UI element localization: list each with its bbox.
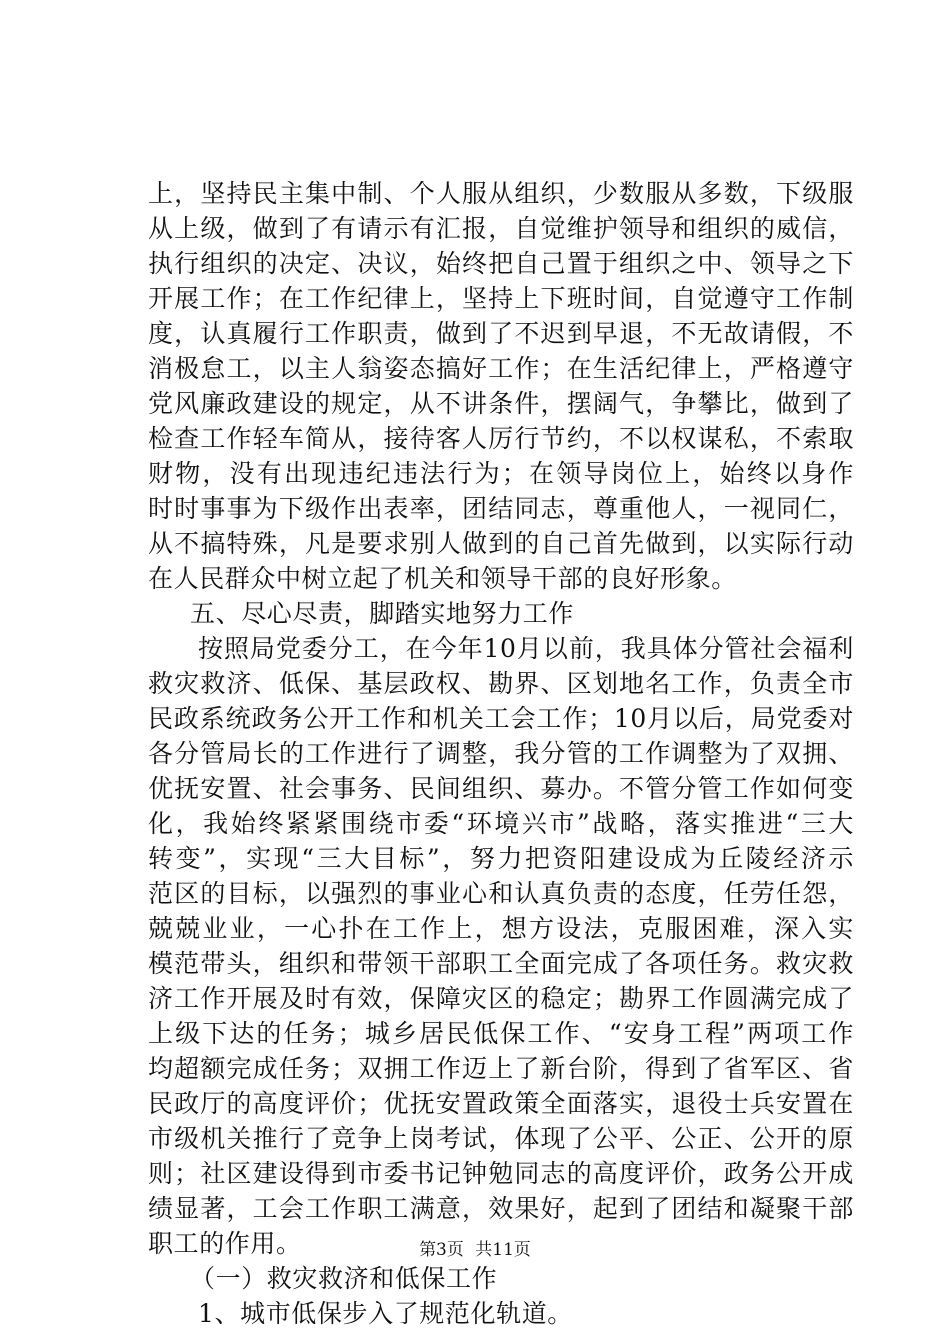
text-line: 上，坚持民主集中制、个人服从组织，少数服从多数，下级服	[148, 179, 854, 208]
text-line: 优抚安置、社会事务、民间组织、募办。不管分管工作如何变	[148, 774, 854, 803]
text-line: 从上级，做到了有请示有汇报，自觉维护领导和组织的威信，	[148, 214, 854, 243]
text-line: 按照局党委分工，在今年10月以前，我具体分管社会福利	[198, 634, 854, 663]
text-line: 度，认真履行工作职责，做到了不迟到早退，不无故请假，不	[148, 319, 854, 348]
text-line: 绩显著，工会工作职工满意，效果好，起到了团结和凝聚干部	[148, 1194, 854, 1223]
text-line: 则；社区建设得到市委书记钟勉同志的高度评价，政务公开成	[148, 1159, 854, 1188]
page-number: 第3页	[419, 1240, 464, 1260]
text-line: 化，我始终紧紧围绕市委“环境兴市”战略，落实推进“三大	[148, 809, 854, 838]
text-line: 济工作开展及时有效，保障灾区的稳定；勘界工作圆满完成了	[148, 984, 854, 1013]
text-line: 市级机关推行了竞争上岗考试，体现了公平、公正、公开的原	[148, 1124, 854, 1153]
text-line: （一）救灾救济和低保工作	[190, 1264, 498, 1293]
text-line: 各分管局长的工作进行了调整，我分管的工作调整为了双拥、	[148, 739, 854, 768]
text-line: 1、城市低保步入了规范化轨道。	[198, 1299, 573, 1328]
text-line: 兢兢业业，一心扑在工作上，想方设法，克服困难，深入实	[148, 914, 854, 943]
text-line: 模范带头，组织和带领干部职工全面完成了各项任务。救灾救	[148, 949, 854, 978]
text-line: 救灾救济、低保、基层政权、勘界、区划地名工作，负责全市	[148, 669, 854, 698]
text-line: 从不搞特殊，凡是要求别人做到的自己首先做到，以实际行动	[148, 529, 854, 558]
text-line: 五、尽心尽责，脚踏实地努力工作	[190, 599, 575, 628]
text-line: 财物，没有出现违纪违法行为；在领导岗位上，始终以身作	[148, 459, 854, 488]
text-line: 检查工作轻车简从，接待客人厉行节约，不以权谋私，不索取	[148, 424, 854, 453]
text-line: 范区的目标，以强烈的事业心和认真负责的态度，任劳任怨，	[148, 879, 854, 908]
page-total: 共11页	[475, 1240, 531, 1260]
text-line: 上级下达的任务；城乡居民低保工作、“安身工程”两项工作	[148, 1019, 854, 1048]
document-body	[148, 176, 854, 1331]
text-line: 民政系统政务公开工作和机关工会工作；10月以后，局党委对	[148, 704, 854, 733]
text-line: 时时事事为下级作出表率，团结同志，尊重他人，一视同仁，	[148, 494, 854, 523]
text-line: 民政厅的高度评价；优抚安置政策全面落实，退役士兵安置在	[148, 1089, 854, 1118]
text-line: 执行组织的决定、决议，始终把自己置于组织之中、领导之下	[148, 249, 854, 278]
text-line: 消极怠工，以主人翁姿态搞好工作；在生活纪律上，严格遵守	[148, 354, 854, 383]
text-line: 转变”，实现“三大目标”，努力把资阳建设成为丘陵经济示	[148, 844, 854, 873]
text-line: 党风廉政建设的规定，从不讲条件，摆阔气，争攀比，做到了	[148, 389, 854, 418]
text-line: 开展工作；在工作纪律上，坚持上下班时间，自觉遵守工作制	[148, 284, 854, 313]
text-line: 职工的作用。	[148, 1229, 302, 1258]
text-line: 均超额完成任务；双拥工作迈上了新台阶，得到了省军区、省	[148, 1054, 854, 1083]
text-line: 在人民群众中树立起了机关和领导干部的良好形象。	[148, 564, 737, 593]
page-footer	[0, 1238, 950, 1262]
